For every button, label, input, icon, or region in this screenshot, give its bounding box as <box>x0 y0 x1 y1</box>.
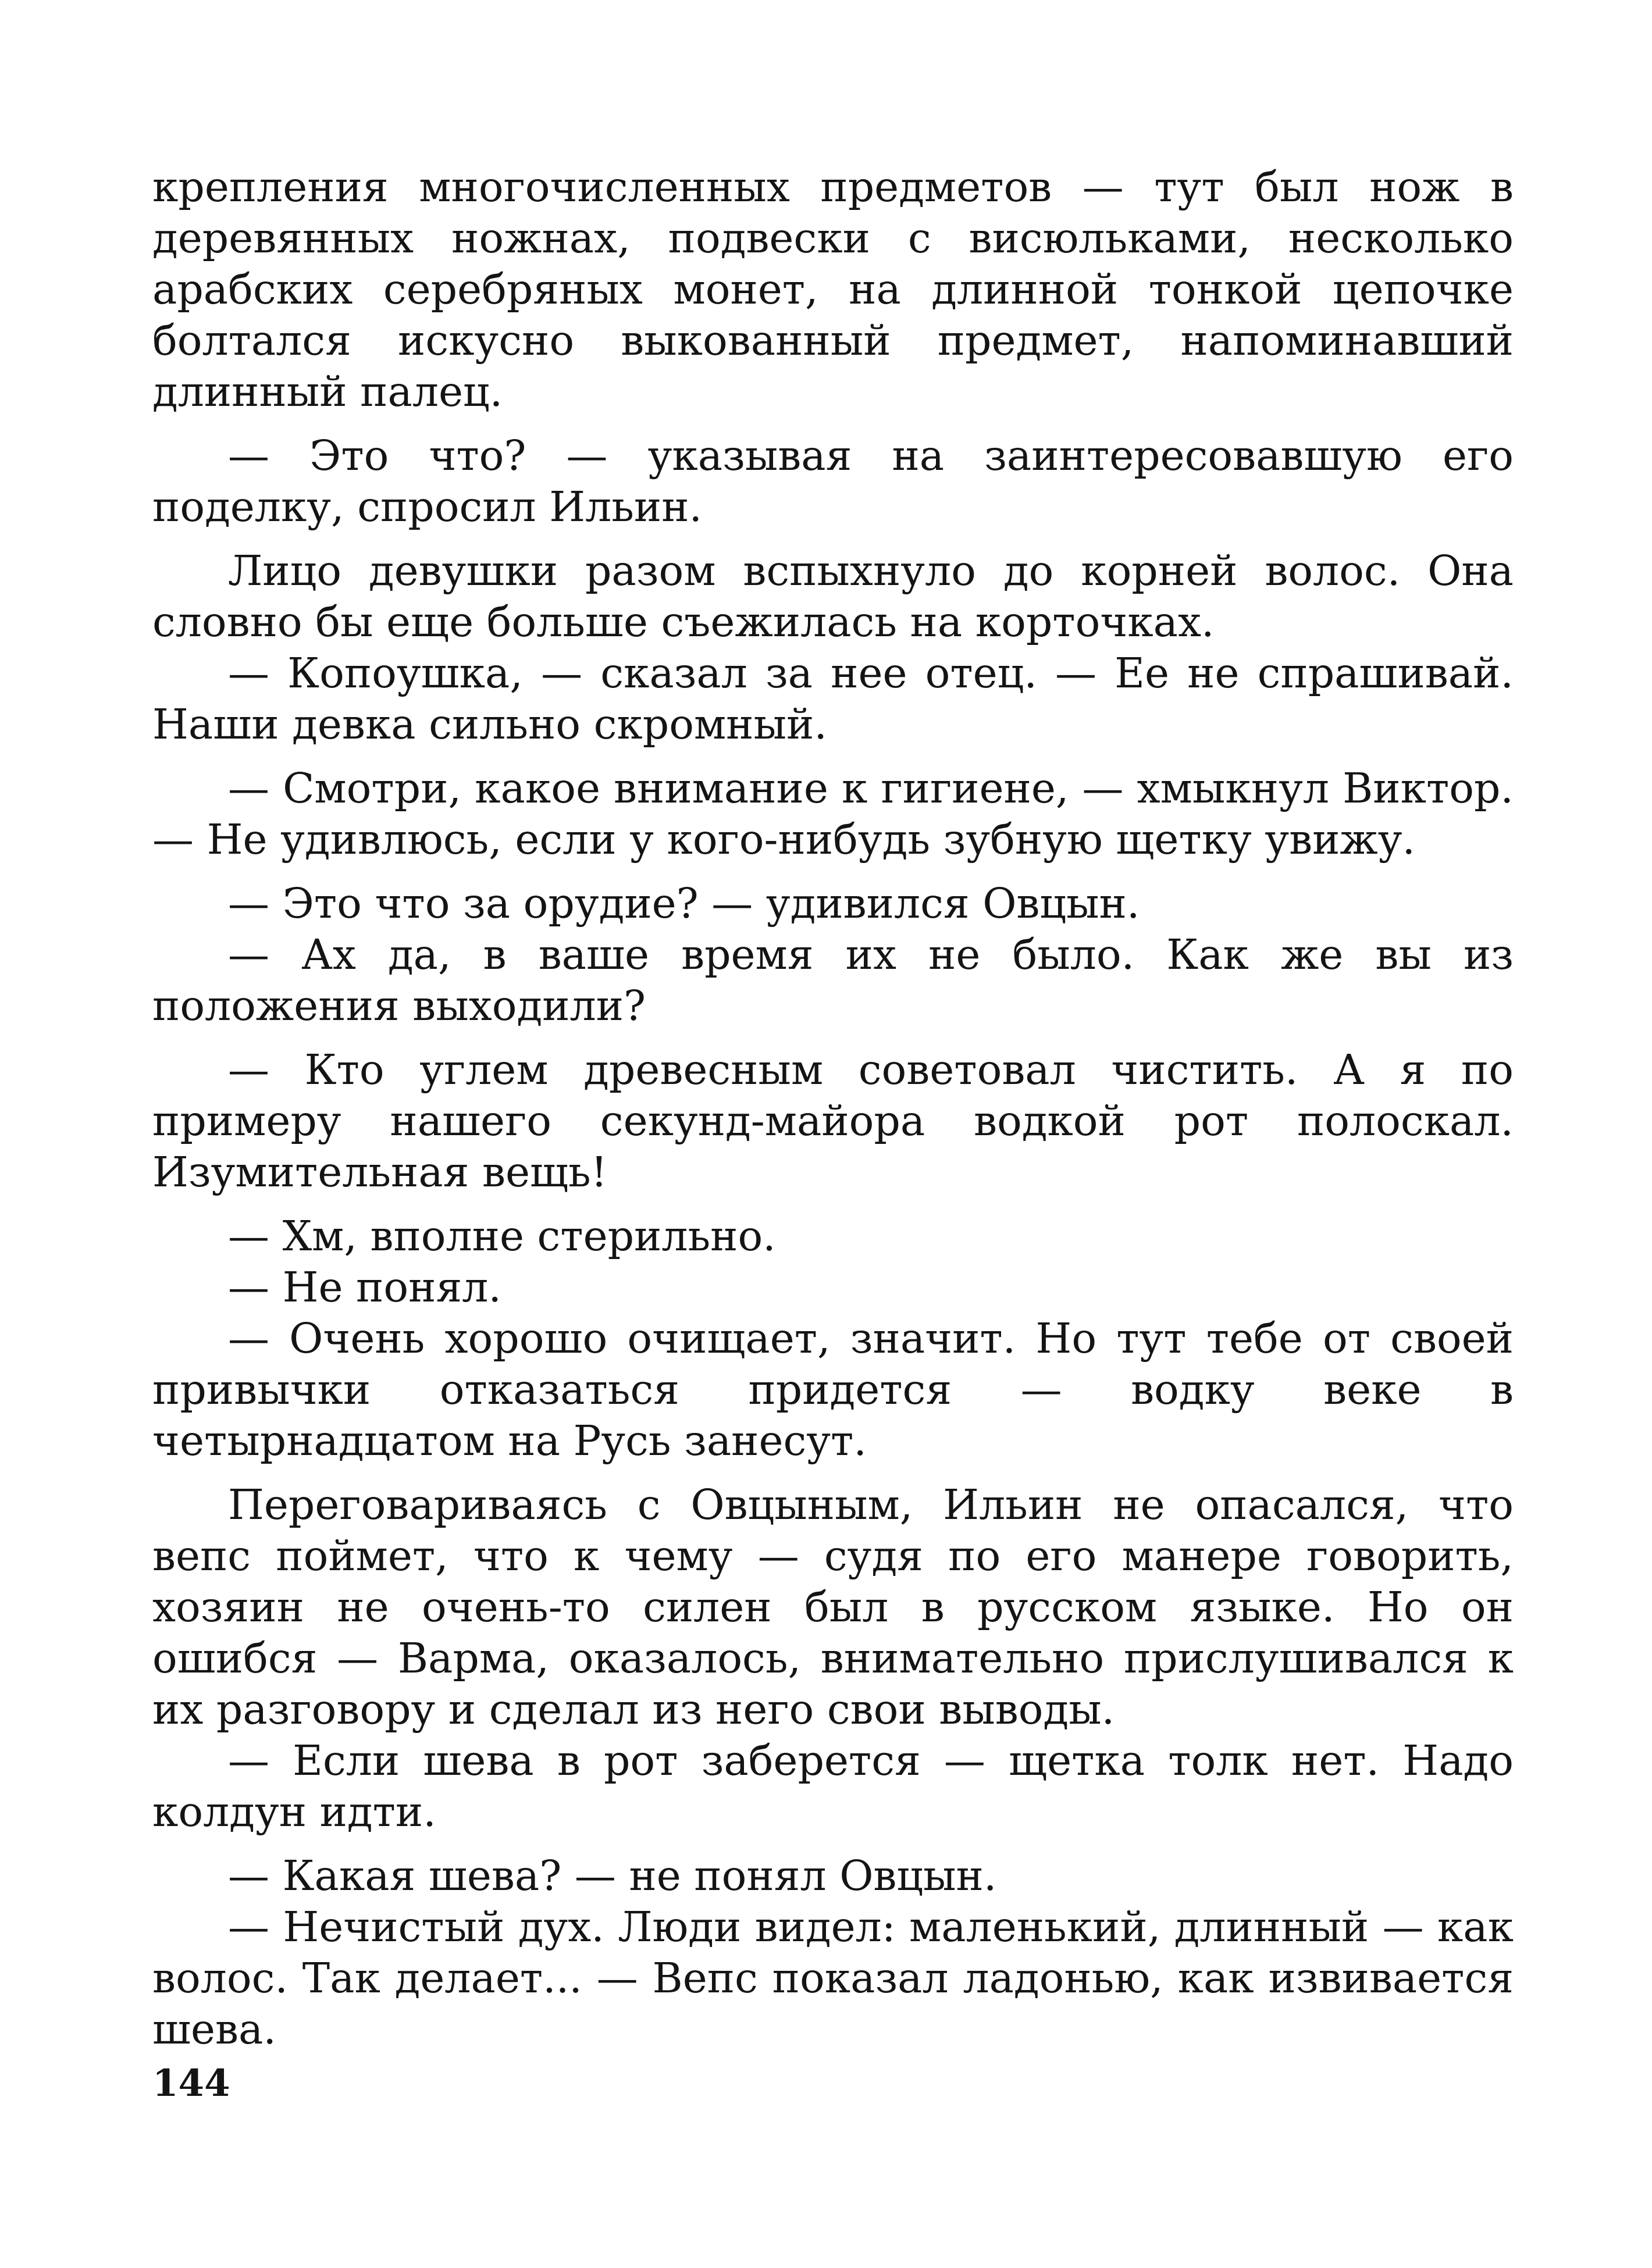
body-text <box>152 162 1514 2055</box>
paragraph: Переговариваясь с Овцыным, Ильин не опасался, что вепс поймет, что к чему — судя по его манере говорить, хозяин не очень-то силен был в русском языке. Но он ошибся — Варма, оказалось, внимательно прислушивался к их разговору и сделал из него свои выводы. <box>152 1481 1514 1734</box>
paragraph: — Очень хорошо очищает, значит. Но тут тебе от своей привычки отказаться придется — водку веке в четырнадцатом на Русь занесут. <box>152 1314 1514 1465</box>
paragraph: Лицо девушки разом вспыхнуло до корней волос. Она словно бы еще больше съежилась на корточках. <box>152 547 1514 646</box>
paragraph: — Какая шева? — не понял Овцын. <box>228 1852 997 1900</box>
page-number: 144 <box>152 2062 230 2105</box>
paragraph: — Ах да, в ваше время их не было. Как же вы из положения выходили? <box>152 930 1514 1030</box>
paragraph: — Это что за орудие? — удивился Овцын. <box>228 879 1140 928</box>
paragraph: — Хм, вполне стерильно. <box>228 1212 776 1260</box>
paragraph: — Не понял. <box>228 1263 501 1311</box>
paragraph: крепления многочисленных предметов — тут был нож в деревянных ножнах, подвески с висюльками, несколько арабских серебряных монет, на длинной тонкой цепочке болтался искусно выкованный предмет, напоминавший длинный палец. <box>152 163 1514 416</box>
paragraph: — Смотри, какое внимание к гигиене, — хмыкнул Виктор. — Не удивлюсь, если у кого-нибудь зубную щетку увижу. <box>152 764 1514 864</box>
paragraph: — Если шева в рот заберется — щетка толк нет. Надо колдун идти. <box>152 1736 1514 1836</box>
paragraph: — Кто углем древесным советовал чистить. А я по примеру нашего секунд-майора водкой рот полоскал. Изумительная вещь! <box>152 1046 1514 1196</box>
paragraph: — Это что? — указывая на заинтересовавшую его поделку, спросил Ильин. <box>152 432 1514 531</box>
paragraph: — Копоушка, — сказал за нее отец. — Ее не спрашивай. Наши девка сильно скромный. <box>152 649 1514 748</box>
paragraph: — Нечистый дух. Люди видел: маленький, длинный — как волос. Так делает... — Вепс показал ладонью, как извивается шева. <box>152 1903 1514 2053</box>
